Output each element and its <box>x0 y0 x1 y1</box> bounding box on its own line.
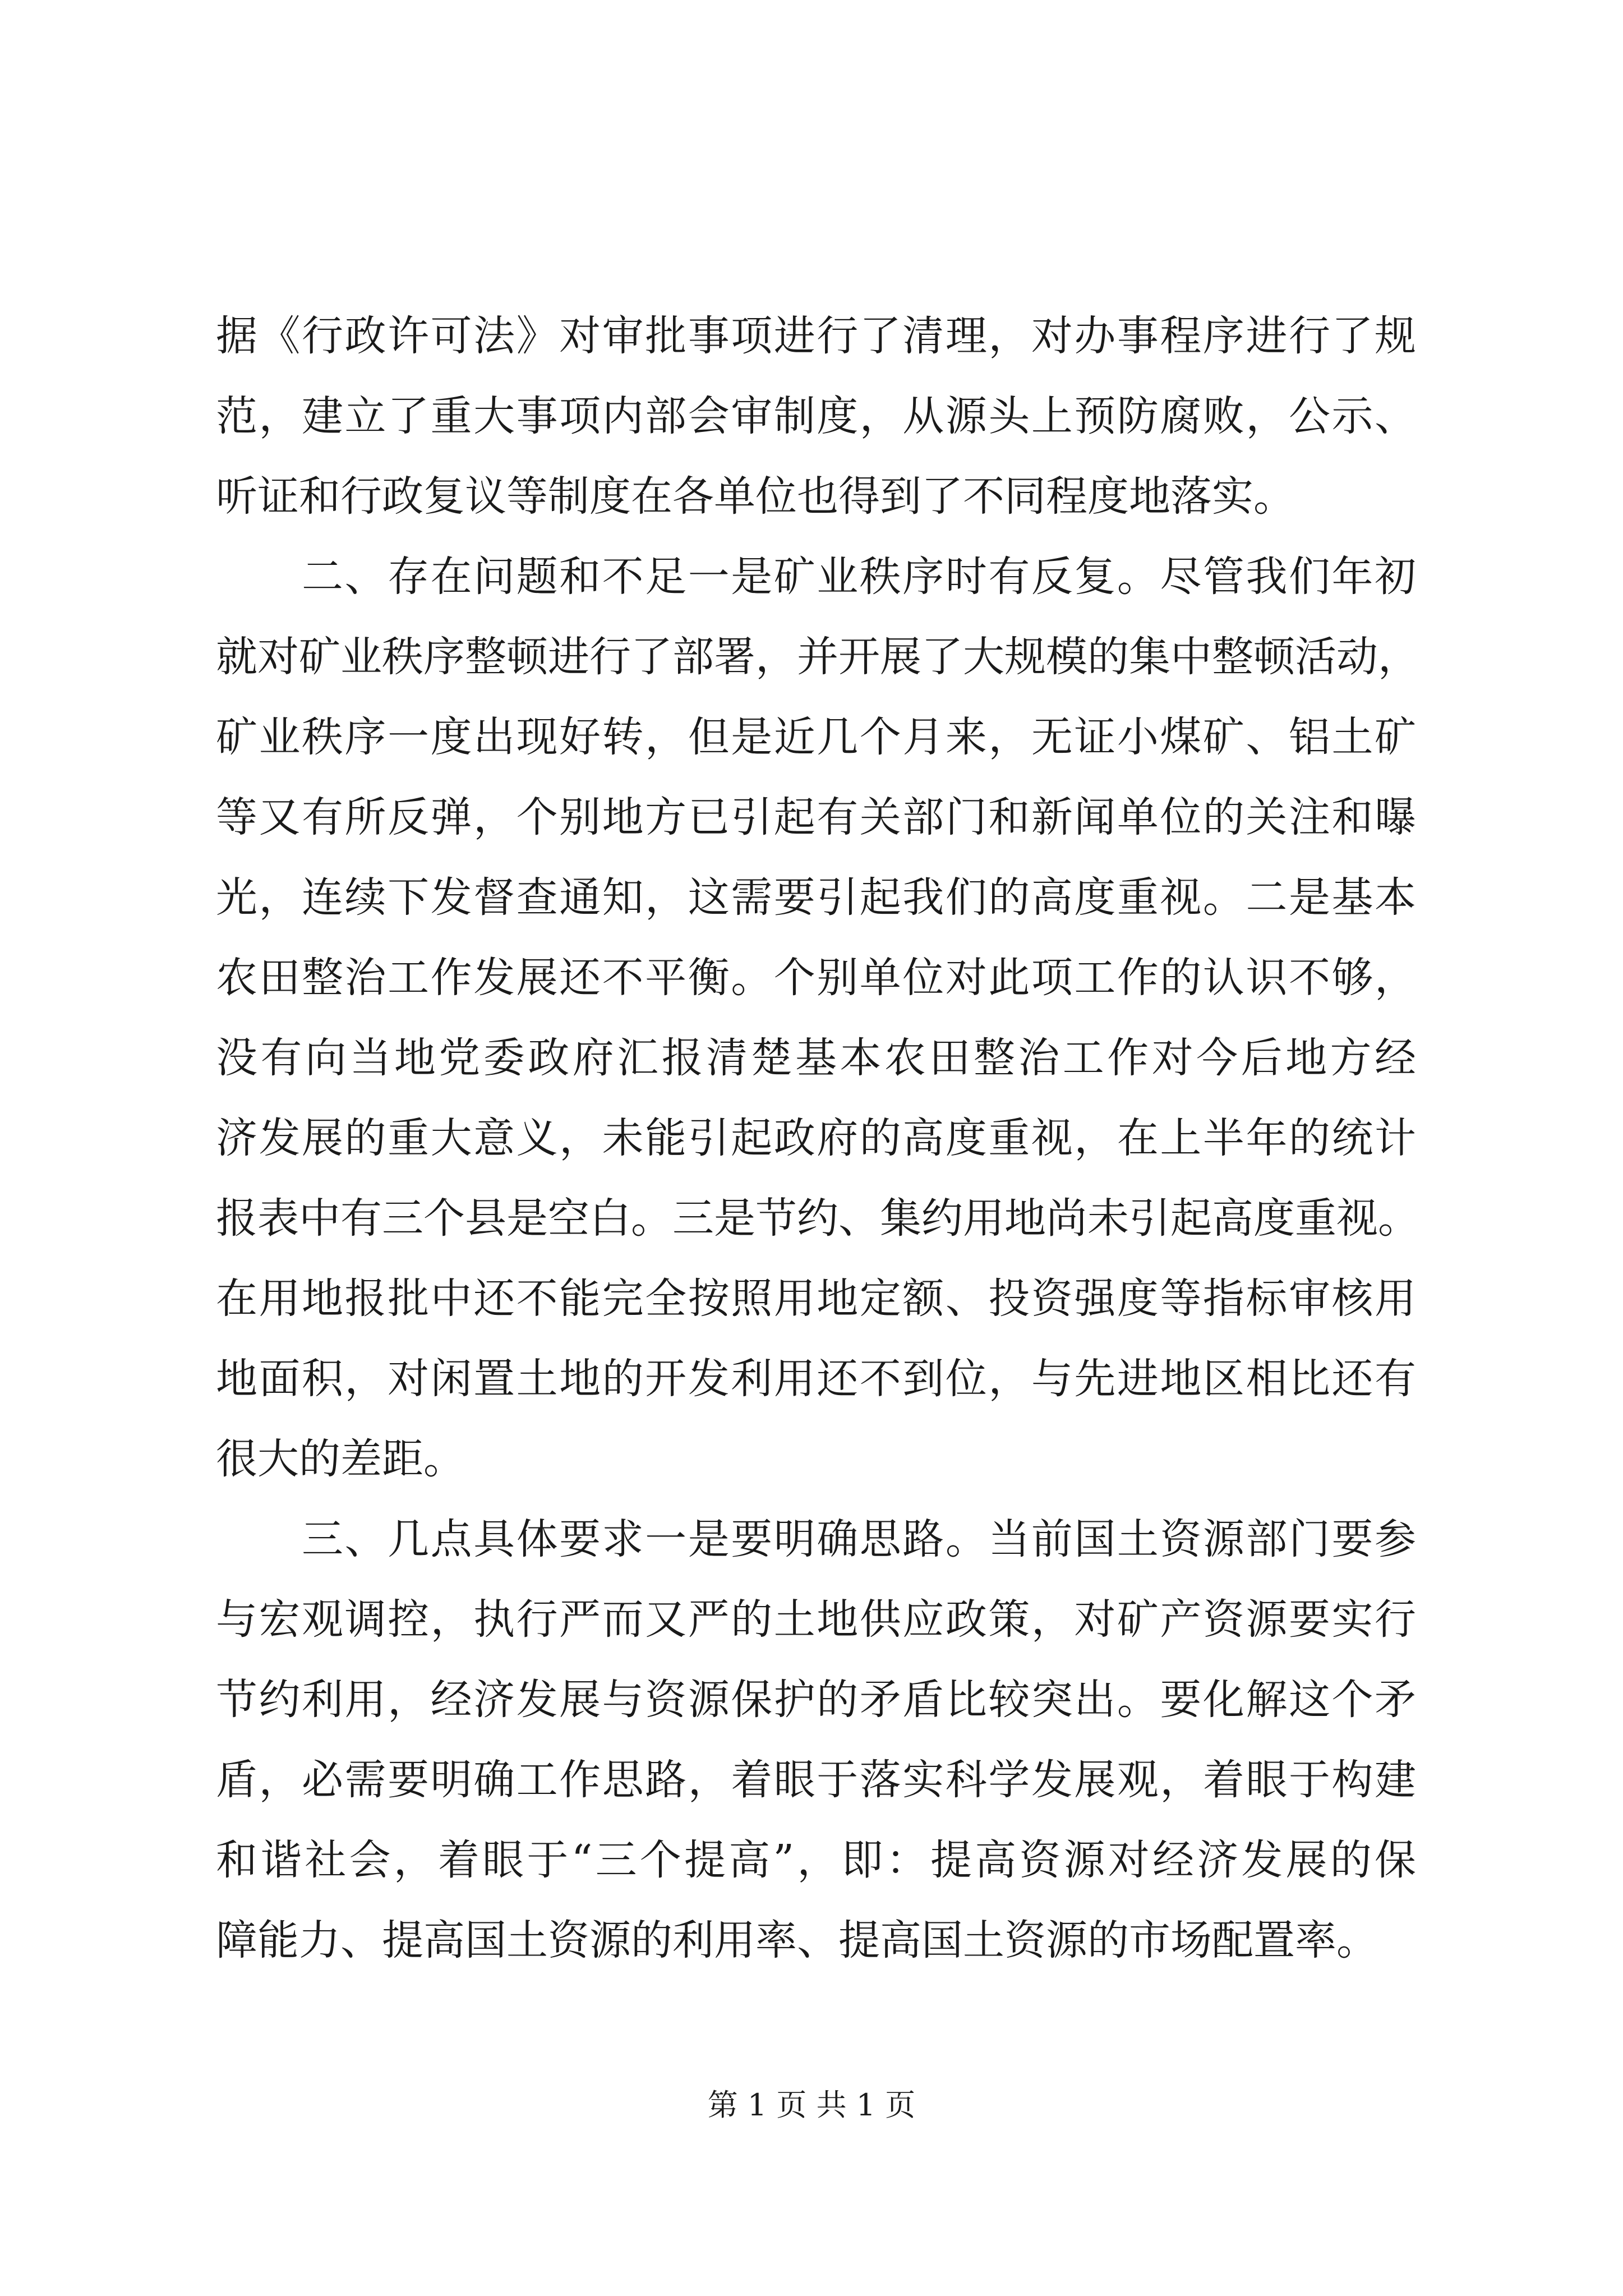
text-line: 矿业秩序一度出现好转，但是近几个月来，无证小煤矿、铝土矿 <box>216 713 1416 761</box>
text-line: 二、存在问题和不足一是矿业秩序时有反复。尽管我们年初 <box>216 553 1416 601</box>
text-line: 没有向当地党委政府汇报清楚基本农田整治工作对今后地方经 <box>216 1034 1416 1082</box>
text-line: 和谐社会，着眼于“三个提高”，即：提高资源对经济发展的保 <box>216 1836 1416 1884</box>
text-line: 与宏观调控，执行严而又严的土地供应政策，对矿产资源要实行 <box>216 1595 1416 1644</box>
text-line: 很大的差距。 <box>216 1435 465 1483</box>
text-line: 听证和行政复议等制度在各单位也得到了不同程度地落实。 <box>216 472 1295 521</box>
text-line: 报表中有三个县是空白。三是节约、集约用地尚未引起高度重视。 <box>216 1194 1419 1243</box>
text-line: 在用地报批中还不能完全按照用地定额、投资强度等指标审核用 <box>216 1274 1416 1323</box>
text-line: 范，建立了重大事项内部会审制度，从源头上预防腐败，公示、 <box>216 392 1416 440</box>
text-line: 等又有所反弹，个别地方已引起有关部门和新闻单位的关注和曝 <box>216 793 1416 841</box>
text-line: 就对矿业秩序整顿进行了部署，并开展了大规模的集中整顿活动， <box>216 633 1419 681</box>
text-line: 济发展的重大意义，未能引起政府的高度重视，在上半年的统计 <box>216 1114 1416 1162</box>
text-line: 地面积，对闲置土地的开发利用还不到位，与先进地区相比还有 <box>216 1355 1416 1403</box>
text-line: 障能力、提高国土资源的利用率、提高国土资源的市场配置率。 <box>216 1916 1378 1964</box>
text-line: 据《行政许可法》对审批事项进行了清理，对办事程序进行了规 <box>216 312 1416 360</box>
document-body <box>216 296 1419 1981</box>
text-line: 盾，必需要明确工作思路，着眼于落实科学发展观，着眼于构建 <box>216 1756 1416 1804</box>
page-number-footer: 第 1 页 共 1 页 <box>707 2087 916 2123</box>
text-line: 光，连续下发督查通知，这需要引起我们的高度重视。二是基本 <box>216 873 1416 922</box>
text-line: 农田整治工作发展还不平衡。个别单位对此项工作的认识不够， <box>216 954 1416 1002</box>
text-line: 三、几点具体要求一是要明确思路。当前国土资源部门要参 <box>216 1515 1416 1563</box>
text-line: 节约利用，经济发展与资源保护的矛盾比较突出。要化解这个矛 <box>216 1676 1416 1724</box>
